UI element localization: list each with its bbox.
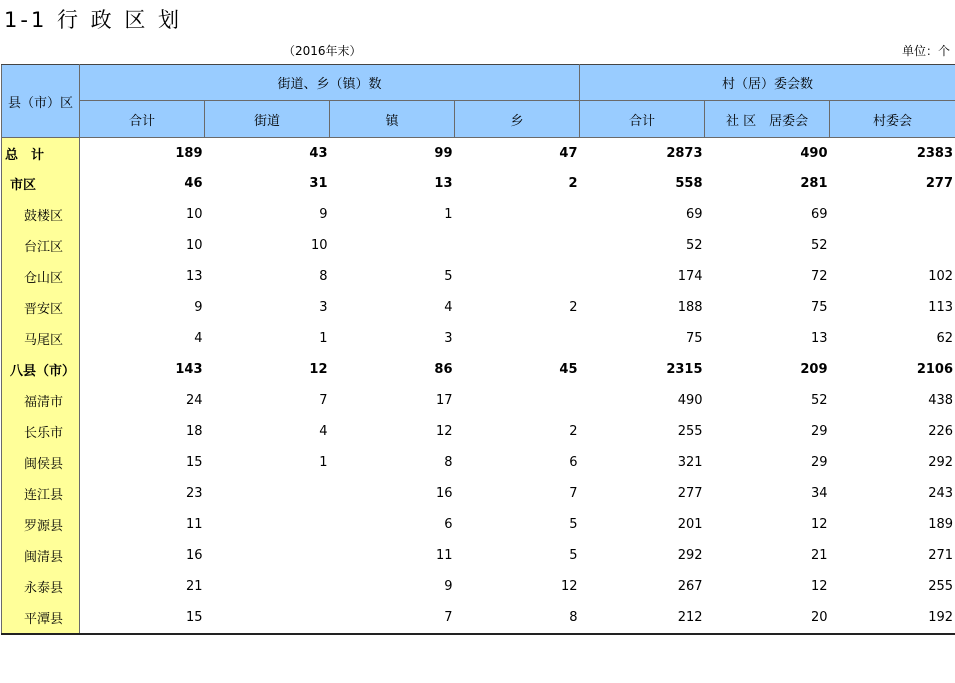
table-cell: 277 — [830, 168, 955, 199]
row-label: 晋安区 — [2, 292, 80, 323]
table-cell: 1 — [444, 207, 453, 222]
header-col: 社 区 居委会 — [705, 101, 830, 138]
table-cell: 2 — [569, 300, 578, 315]
header-col: 镇 — [330, 101, 455, 138]
table-cell: 490 — [677, 393, 703, 408]
table-cell: 69 — [810, 207, 828, 222]
table-cell — [205, 540, 330, 571]
table-cell: 7 — [569, 486, 578, 501]
row-label: 市区 — [2, 168, 80, 199]
table-cell: 243 — [830, 478, 955, 509]
table-cell: 5 — [569, 548, 578, 563]
table-cell: 6 — [444, 517, 453, 532]
table-cell: 52 — [810, 393, 828, 408]
table-row — [2, 199, 955, 230]
table-cell — [330, 230, 455, 261]
table-cell: 277 — [677, 486, 703, 501]
table-row — [2, 478, 955, 509]
row-label: 永泰县 — [2, 571, 80, 602]
table-cell: 47 — [455, 138, 580, 169]
table-cell: 255 — [677, 424, 703, 439]
table-cell — [205, 602, 330, 634]
table-cell: 255 — [830, 571, 955, 602]
table-cell: 52 — [685, 238, 703, 253]
table-cell — [455, 385, 580, 416]
table-cell: 12 — [560, 579, 578, 594]
data-table — [1, 64, 955, 635]
table-cell: 45 — [559, 362, 578, 377]
table-row — [2, 540, 955, 571]
table-cell: 75 — [685, 331, 703, 346]
table-cell: 102 — [830, 261, 955, 292]
table-cell: 18 — [185, 424, 203, 439]
table-row — [2, 571, 955, 602]
table-cell: 13 — [185, 269, 203, 284]
row-label: 鼓楼区 — [2, 199, 80, 230]
table-cell: 16 — [185, 548, 203, 563]
table-cell: 174 — [677, 269, 703, 284]
row-label: 马尾区 — [2, 323, 80, 354]
table-cell: 490 — [705, 138, 830, 169]
table-cell: 11 — [435, 548, 453, 563]
row-label: 总 计 — [2, 138, 80, 169]
table-cell: 3 — [444, 331, 453, 346]
header-col: 街道 — [205, 101, 330, 138]
table-cell — [455, 261, 580, 292]
header-col: 村委会 — [830, 101, 955, 138]
header-area: 县（市）区 — [2, 65, 80, 138]
table-cell: 201 — [677, 517, 703, 532]
row-label: 罗源县 — [2, 509, 80, 540]
table-cell: 12 — [435, 424, 453, 439]
table-cell: 72 — [810, 269, 828, 284]
row-label: 仓山区 — [2, 261, 80, 292]
table-cell: 212 — [580, 602, 705, 634]
table-cell: 192 — [830, 602, 955, 634]
header-group-villages: 村（居）委会数 — [580, 65, 955, 101]
table-cell: 9 — [194, 300, 203, 315]
row-label: 平潭县 — [2, 602, 80, 634]
table-row — [2, 602, 955, 634]
table-cell: 15 — [80, 602, 205, 634]
table-cell: 113 — [830, 292, 955, 323]
table-cell — [455, 323, 580, 354]
table-cell: 12 — [309, 362, 328, 377]
table-cell: 226 — [830, 416, 955, 447]
table-cell: 438 — [830, 385, 955, 416]
table-cell: 2873 — [580, 138, 705, 169]
table-cell: 209 — [800, 362, 828, 377]
table-cell: 23 — [185, 486, 203, 501]
table-row — [2, 323, 955, 354]
table-cell: 6 — [569, 455, 578, 470]
header-col: 乡 — [455, 101, 580, 138]
table-cell: 31 — [309, 176, 328, 191]
table-cell: 5 — [569, 517, 578, 532]
table-cell: 292 — [830, 447, 955, 478]
table-cell — [205, 478, 330, 509]
table-cell: 2383 — [830, 138, 955, 169]
table-cell: 2 — [568, 176, 578, 191]
table-cell: 9 — [319, 207, 328, 222]
table-cell: 7 — [319, 393, 328, 408]
table-cell: 10 — [185, 238, 203, 253]
table-cell: 29 — [810, 424, 828, 439]
table-cell: 1 — [319, 331, 328, 346]
table-cell: 15 — [185, 455, 203, 470]
table-cell: 62 — [830, 323, 955, 354]
table-cell — [455, 199, 580, 230]
table-cell — [205, 509, 330, 540]
row-label: 闽清县 — [2, 540, 80, 571]
table-cell: 52 — [810, 238, 828, 253]
table-cell: 13 — [434, 176, 453, 191]
table-row — [2, 261, 955, 292]
table-row — [2, 509, 955, 540]
table-row — [2, 292, 955, 323]
unit-label: 单位：个 — [901, 44, 950, 58]
table-cell: 2 — [569, 424, 578, 439]
table-cell: 12 — [810, 579, 828, 594]
table-row — [2, 354, 955, 385]
table-cell: 12 — [810, 517, 828, 532]
table-cell: 8 — [444, 455, 453, 470]
row-label: 长乐市 — [2, 416, 80, 447]
table-cell: 9 — [444, 579, 453, 594]
table-cell: 20 — [705, 602, 830, 634]
table-cell: 34 — [810, 486, 828, 501]
table-cell: 16 — [435, 486, 453, 501]
table-row — [2, 138, 955, 169]
table-cell: 24 — [185, 393, 203, 408]
table-cell: 558 — [675, 176, 703, 191]
table-cell: 86 — [434, 362, 453, 377]
table-cell: 3 — [319, 300, 328, 315]
table-cell: 8 — [455, 602, 580, 634]
table-cell: 13 — [810, 331, 828, 346]
table-subtitle: （2016年末） — [283, 44, 362, 58]
table-cell — [455, 230, 580, 261]
table-cell: 188 — [677, 300, 703, 315]
table-row — [2, 168, 955, 199]
row-label: 福清市 — [2, 385, 80, 416]
table-cell: 2106 — [830, 354, 955, 385]
table-cell: 1 — [319, 455, 328, 470]
table-row — [2, 230, 955, 261]
table-cell: 4 — [444, 300, 453, 315]
row-label: 连江县 — [2, 478, 80, 509]
table-cell: 2315 — [666, 362, 703, 377]
table-cell: 267 — [677, 579, 703, 594]
row-label: 八县（市） — [2, 354, 80, 385]
table-cell: 99 — [330, 138, 455, 169]
table-cell: 5 — [444, 269, 453, 284]
table-cell: 10 — [185, 207, 203, 222]
row-label: 台江区 — [2, 230, 80, 261]
row-label: 闽侯县 — [2, 447, 80, 478]
page-title: 1-1 行 政 区 划 — [4, 8, 183, 32]
table-row — [2, 447, 955, 478]
table-cell: 292 — [677, 548, 703, 563]
table-cell: 17 — [435, 393, 453, 408]
table-cell — [830, 230, 955, 261]
table-cell: 4 — [194, 331, 203, 346]
table-cell: 143 — [175, 362, 203, 377]
table-cell: 69 — [685, 207, 703, 222]
table-cell: 189 — [80, 138, 205, 169]
table-cell: 43 — [205, 138, 330, 169]
table-cell: 4 — [319, 424, 328, 439]
table-cell: 7 — [330, 602, 455, 634]
table-cell: 21 — [810, 548, 828, 563]
header-group-streets: 街道、乡（镇）数 — [80, 65, 580, 101]
table-cell: 11 — [185, 517, 203, 532]
table-cell: 10 — [310, 238, 328, 253]
table-cell: 8 — [319, 269, 328, 284]
table-cell: 75 — [810, 300, 828, 315]
table-cell: 281 — [800, 176, 828, 191]
table-cell: 189 — [830, 509, 955, 540]
header-col: 合计 — [580, 101, 705, 138]
table-cell: 29 — [810, 455, 828, 470]
table-row — [2, 416, 955, 447]
table-cell: 21 — [185, 579, 203, 594]
table-cell — [205, 571, 330, 602]
header-col: 合计 — [80, 101, 205, 138]
table-row — [2, 385, 955, 416]
table-cell — [830, 199, 955, 230]
table-cell: 46 — [184, 176, 203, 191]
table-cell: 271 — [830, 540, 955, 571]
table-cell: 321 — [677, 455, 703, 470]
